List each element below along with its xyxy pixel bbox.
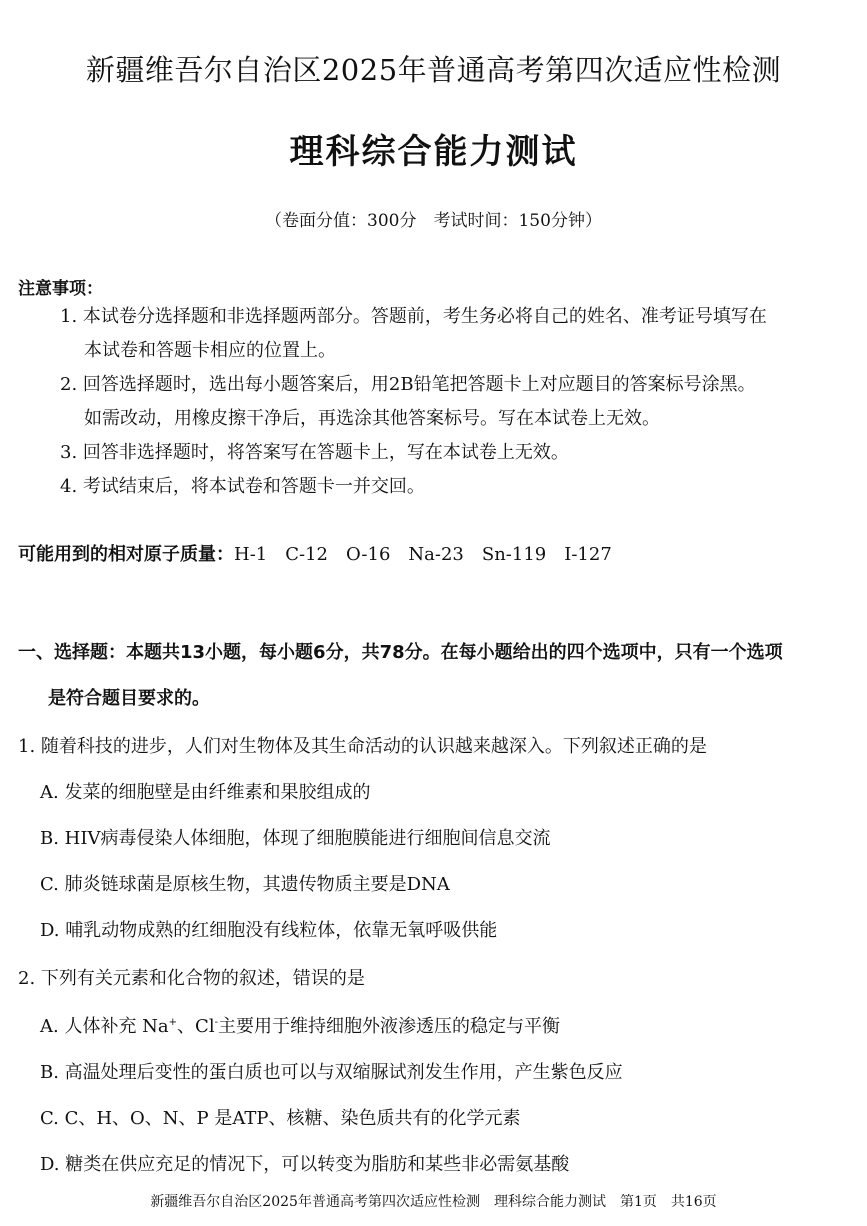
notice-item: 2. 回答选择题时，选出每小题答案后，用2B铅笔把答题卡上对应题目的答案标号涂黑。 <box>60 374 756 395</box>
atomic-mass-label: 可能用到的相对原子质量： <box>18 544 234 565</box>
option-a-text: 、Cl <box>177 1016 215 1037</box>
atomic-mass-values: H-1 C-12 O-16 Na-23 Sn-119 I-127 <box>234 544 612 565</box>
atomic-mass-line <box>18 540 612 566</box>
option-d: D. 哺乳动物成熟的红细胞没有线粒体，依靠无氧呼吸供能 <box>40 920 498 941</box>
option-a: A. 发菜的细胞壁是由纤维素和果胶组成的 <box>40 782 371 803</box>
notice-item: 1. 本试卷分选择题和非选择题两部分。答题前，考生务必将自己的姓名、准考证号填写在 <box>60 306 767 327</box>
option-a-text: 主要用于维持细胞外液渗透压的稳定与平衡 <box>217 1016 560 1037</box>
option-c: C. C、H、O、N、P 是ATP、核糖、染色质共有的化学元素 <box>40 1108 521 1129</box>
option-c: C. 肺炎链球菌是原核生物，其遗传物质主要是DNA <box>40 874 450 895</box>
notice-item: 4. 考试结束后，将本试卷和答题卡一并交回。 <box>60 476 425 497</box>
option-b: B. HIV病毒侵染人体细胞，体现了细胞膜能进行细胞间信息交流 <box>40 828 551 849</box>
superscript: - <box>214 1017 218 1028</box>
option-b: B. 高温处理后变性的蛋白质也可以与双缩脲试剂发生作用，产生紫色反应 <box>40 1062 623 1083</box>
subject-title: 理科综合能力测试 <box>289 132 578 172</box>
question-stem: 2. 下列有关元素和化合物的叙述，错误的是 <box>18 968 365 989</box>
notice-item: 3. 回答非选择题时，将答案写在答题卡上，写在本试卷上无效。 <box>60 442 569 463</box>
section-heading: 一、选择题：本题共13小题，每小题6分，共78分。在每小题给出的四个选项中，只有一个选项 <box>18 642 783 663</box>
page-footer: 新疆维吾尔自治区2025年普通高考第四次适应性检测 理科综合能力测试 第1页 共16页 <box>150 1194 717 1210</box>
notice-heading: 注意事项： <box>18 279 103 299</box>
exam-info: （卷面分值：300分 考试时间：150分钟） <box>265 211 602 231</box>
superscript: + <box>168 1017 178 1028</box>
question-stem: 1. 随着科技的进步，人们对生物体及其生命活动的认识越来越深入。下列叙述正确的是 <box>18 736 707 757</box>
option-a-text: A. 人体补充 Na <box>40 1016 169 1037</box>
notice-item: 本试卷和答题卡相应的位置上。 <box>84 340 336 361</box>
option-d: D. 糖类在供应充足的情况下，可以转变为脂肪和某些非必需氨基酸 <box>40 1154 570 1175</box>
section-heading-cont: 是符合题目要求的。 <box>48 688 210 709</box>
exam-title: 新疆维吾尔自治区2025年普通高考第四次适应性检测 <box>85 53 782 87</box>
option-a <box>40 1012 560 1038</box>
notice-item: 如需改动，用橡皮擦干净后，再选涂其他答案标号。写在本试卷上无效。 <box>84 408 660 429</box>
